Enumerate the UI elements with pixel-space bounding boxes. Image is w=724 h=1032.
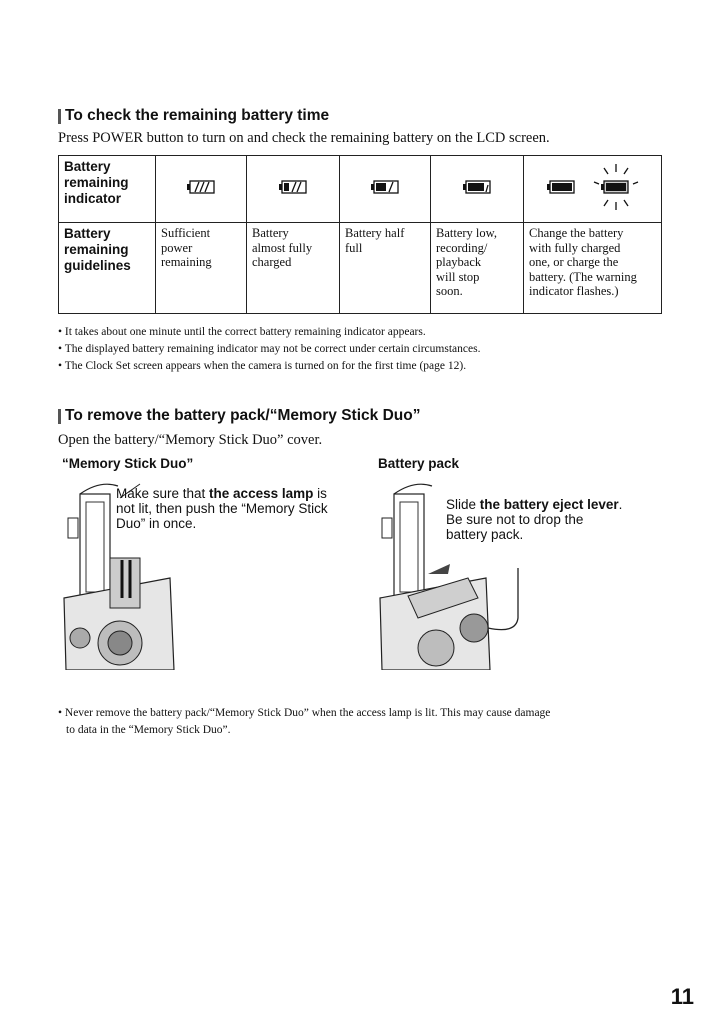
- section-heading-remove-battery: [58, 407, 420, 425]
- caption-line: Be sure not to drop the: [446, 512, 584, 527]
- page-number: 11: [670, 984, 694, 1009]
- row-header-indicator: Battery remaining indicator: [59, 156, 156, 223]
- notes-battery: [58, 324, 480, 375]
- guideline-half: Battery half full: [340, 223, 431, 314]
- notes-remove: [58, 705, 550, 739]
- note-item: • The displayed battery remaining indicator may not be correct under certain circumstances.: [58, 343, 481, 355]
- battery-empty-flashing-icon: [524, 156, 662, 223]
- heading-marker: [58, 109, 61, 124]
- note-item: to data in the “Memory Stick Duo”.: [66, 724, 231, 736]
- section-heading-battery-time: [58, 107, 329, 125]
- guideline-almost-full: Battery almost fully charged: [247, 223, 340, 314]
- battery-table: [58, 155, 662, 314]
- guideline-change: Change the battery with fully charged one, or charge the battery. (The warning indicator flashes.): [524, 223, 662, 314]
- battery-full-icon: [156, 156, 247, 223]
- intro-battery-time: Press POWER button to turn on and check the remaining battery on the LCD screen.: [58, 130, 550, 146]
- memory-stick-title: “Memory Stick Duo”: [62, 456, 194, 471]
- indicator-row: [59, 156, 662, 223]
- battery-almost-full-icon: [247, 156, 340, 223]
- caption-line: Duo” in once.: [116, 516, 197, 531]
- battery-pack-caption: [446, 497, 622, 542]
- memory-stick-caption: [116, 486, 328, 531]
- caption-line: Make sure that the access lamp is: [116, 486, 327, 501]
- battery-low-icon: [431, 156, 524, 223]
- battery-half-icon: [340, 156, 431, 223]
- guideline-sufficient: Sufficient power remaining: [156, 223, 247, 314]
- note-item: • The Clock Set screen appears when the camera is turned on for the first time (page 12).: [58, 360, 467, 372]
- note-item: • Never remove the battery pack/“Memory Stick Duo” when the access lamp is lit. This may cause damage: [58, 707, 551, 719]
- note-item: • It takes about one minute until the correct battery remaining indicator appears.: [58, 326, 426, 338]
- caption-line: Slide the battery eject lever.: [446, 497, 623, 512]
- guideline-low: Battery low, recording/ playback will stop soon.: [431, 223, 524, 314]
- guidelines-row: [59, 223, 662, 314]
- heading-text: To check the remaining battery time: [65, 107, 330, 124]
- battery-pack-title: Battery pack: [378, 456, 460, 471]
- caption-line: not lit, then push the “Memory Stick: [116, 501, 328, 516]
- caption-line: battery pack.: [446, 527, 524, 542]
- intro-remove-battery: Open the battery/“Memory Stick Duo” cover.: [58, 432, 323, 448]
- heading-text: To remove the battery pack/“Memory Stick Duo”: [65, 407, 421, 424]
- row-header-guidelines: Battery remaining guidelines: [59, 223, 156, 314]
- heading-marker: [58, 409, 61, 424]
